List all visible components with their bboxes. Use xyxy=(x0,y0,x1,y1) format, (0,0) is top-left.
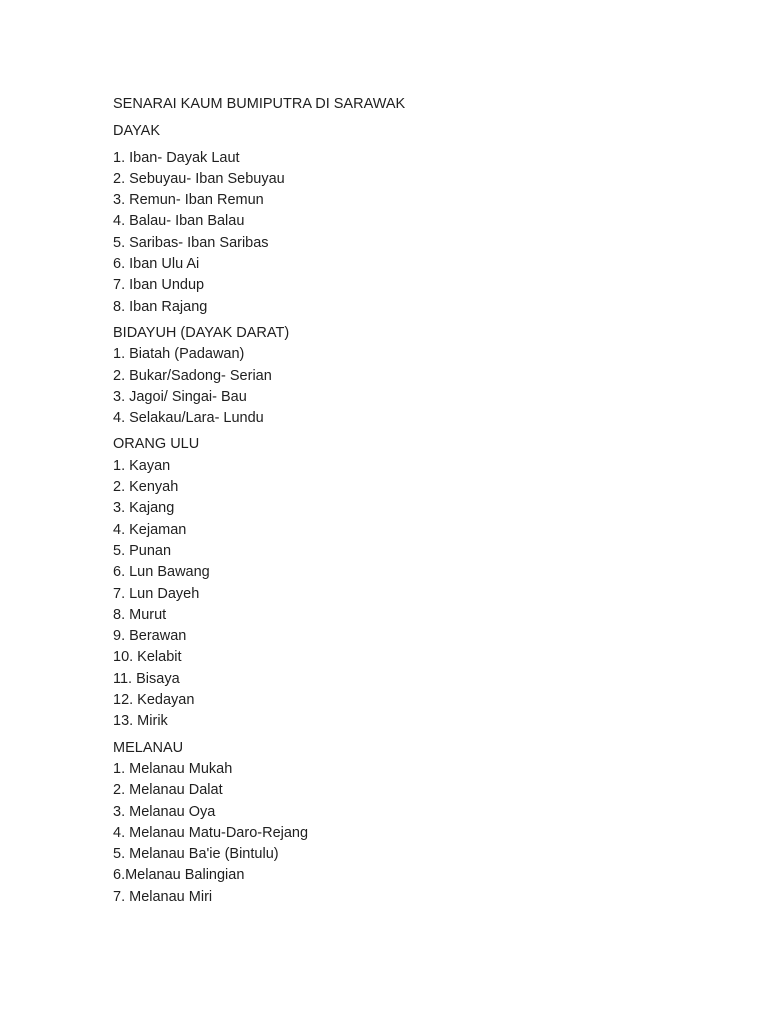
list-item: 1. Biatah (Padawan) xyxy=(113,346,245,363)
list-item: 4. Melanau Matu-Daro-Rejang xyxy=(113,824,309,841)
list-item: 7. Melanau Miri xyxy=(113,888,213,905)
list-item: 9. Berawan xyxy=(113,628,187,645)
section-heading: ORANG ULU xyxy=(113,436,200,453)
list-item: 1. Kayan xyxy=(113,457,171,474)
section-heading: DAYAK xyxy=(113,123,161,140)
list-item: 3. Melanau Oya xyxy=(113,803,216,820)
list-item: 12. Kedayan xyxy=(113,692,195,709)
list-item: 5. Melanau Ba'ie (Bintulu) xyxy=(113,846,279,863)
list-item: 10. Kelabit xyxy=(113,649,182,666)
section-heading: MELANAU xyxy=(113,739,184,756)
list-item: 13. Mirik xyxy=(113,713,168,730)
list-item: 1. Melanau Mukah xyxy=(113,760,233,777)
list-item: 2. Melanau Dalat xyxy=(113,782,223,799)
list-item: 5. Punan xyxy=(113,542,172,559)
section-dayak xyxy=(113,121,713,318)
list-item: 8. Iban Rajang xyxy=(113,298,208,315)
document-page xyxy=(113,94,713,908)
list-item: 2. Sebuyau- Iban Sebuyau xyxy=(113,170,285,187)
list-item: 11. Bisaya xyxy=(113,670,180,687)
list-item: 2. Kenyah xyxy=(113,479,179,496)
document-title: SENARAI KAUM BUMIPUTRA DI SARAWAK xyxy=(113,96,406,112)
list-item: 4. Kejaman xyxy=(113,521,187,538)
list-item: 5. Saribas- Iban Saribas xyxy=(113,234,269,251)
section-bidayuh xyxy=(113,323,713,429)
list-item: 6. Iban Ulu Ai xyxy=(113,256,200,273)
section-orang-ulu xyxy=(113,434,713,732)
list-item: 6.Melanau Balingian xyxy=(113,867,245,884)
list-item: 7. Lun Dayeh xyxy=(113,585,200,602)
list-item: 8. Murut xyxy=(113,606,167,623)
list-item: 3. Remun- Iban Remun xyxy=(113,192,264,209)
list-item: 2. Bukar/Sadong- Serian xyxy=(113,367,272,384)
section-heading: BIDAYUH (DAYAK DARAT) xyxy=(113,324,290,341)
list-item: 1. Iban- Dayak Laut xyxy=(113,149,240,166)
section-melanau xyxy=(113,738,713,908)
list-item: 3. Kajang xyxy=(113,500,175,517)
list-item: 4. Selakau/Lara- Lundu xyxy=(113,410,264,427)
list-item: 3. Jagoi/ Singai- Bau xyxy=(113,388,247,405)
list-item: 7. Iban Undup xyxy=(113,277,205,294)
list-item: 6. Lun Bawang xyxy=(113,564,210,581)
list-item: 4. Balau- Iban Balau xyxy=(113,213,245,230)
